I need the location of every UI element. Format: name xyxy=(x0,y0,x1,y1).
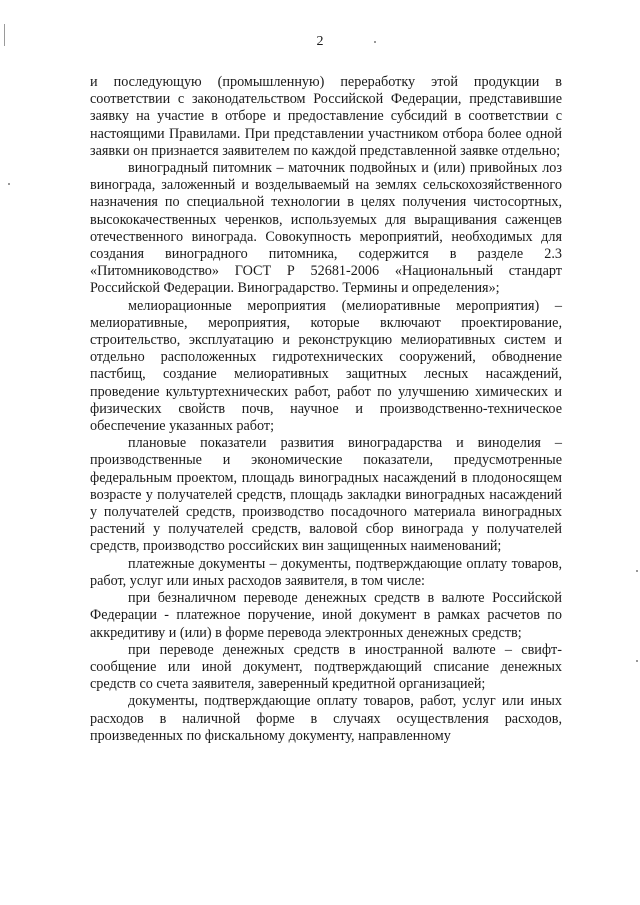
document-body xyxy=(90,74,562,745)
scan-speck xyxy=(636,570,638,572)
paragraph-3: мелиорационные мероприятия (мелиоративные мероприятия) – мелиоративные, мероприятия, которые включают проектирование, строительство, эксплуатацию и реконструкцию мелиоративных систем и отдельно расположенных гидротехнических сооружений, обводнение пастбищ, создание мелиоративных защитных лесных насаждений, проведение культуртехнических работ, работ по улучшению химических и физических свойств почв, научное и производственно-техническое обеспечение указанных работ; xyxy=(90,297,562,435)
paragraph-7: при переводе денежных средств в иностранной валюте – свифт-сообщение или иной документ, подтверждающий списание денежных средств со счета заявителя, заверенный кредитной организацией; xyxy=(90,641,562,693)
paragraph-2: виноградный питомник – маточник подвойных и (или) привойных лоз винограда, заложенный и возделываемый на землях сельскохозяйственного назначения по специальной технологии в целях получения чистосортных, высококачественных черенков, используемых для выращивания саженцев отечественного винограда. Совокупность мероприятий, необходимых для создания виноградного питомника, содержится в разделе 2.3 «Питомниководство» ГОСТ Р 52681-2006 «Национальный стандарт Российской Федерации. Виноградарство. Термины и определения»; xyxy=(90,160,562,297)
scan-speck xyxy=(636,660,638,662)
scan-speck xyxy=(8,183,10,185)
paragraph-4: плановые показатели развития виноградарства и виноделия – производственные и экономические показатели, предусмотренные федеральным проектом, площадь виноградных насаждений в плодоносящем возрасте у получателей средств, площадь закладки виноградных насаждений у получателей средств, производство посадочного материала виноградных растений у получателей средств, валовой сбор винограда у получателей средств, производство российских вин защищенных наименований; xyxy=(90,435,562,555)
paragraph-8: документы, подтверждающие оплату товаров, работ, услуг или иных расходов в наличной форме в случаях осуществления расходов, произведенных по фискальному документу, направленному xyxy=(90,693,562,744)
paragraph-5: платежные документы – документы, подтверждающие оплату товаров, работ, услуг или иных расходов заявителя, в том числе: xyxy=(90,555,562,589)
paragraph-6: при безналичном переводе денежных средств в валюте Российской Федерации - платежное поручение, иной документ в рамках расчетов по аккредитиву и (или) в форме перевода электронных денежных средств; xyxy=(90,590,562,641)
page-number: 2 xyxy=(316,34,324,49)
paragraph-1: и последующую (промышленную) переработку этой продукции в соответствии с законодательством Российской Федерации, представившие заявку на участие в отборе и предоставление субсидий в соответствии с настоящими Правилами. При представлении участником отбора более одной заявки он признается заявителем по каждой представленной заявке отдельно; xyxy=(90,74,562,159)
